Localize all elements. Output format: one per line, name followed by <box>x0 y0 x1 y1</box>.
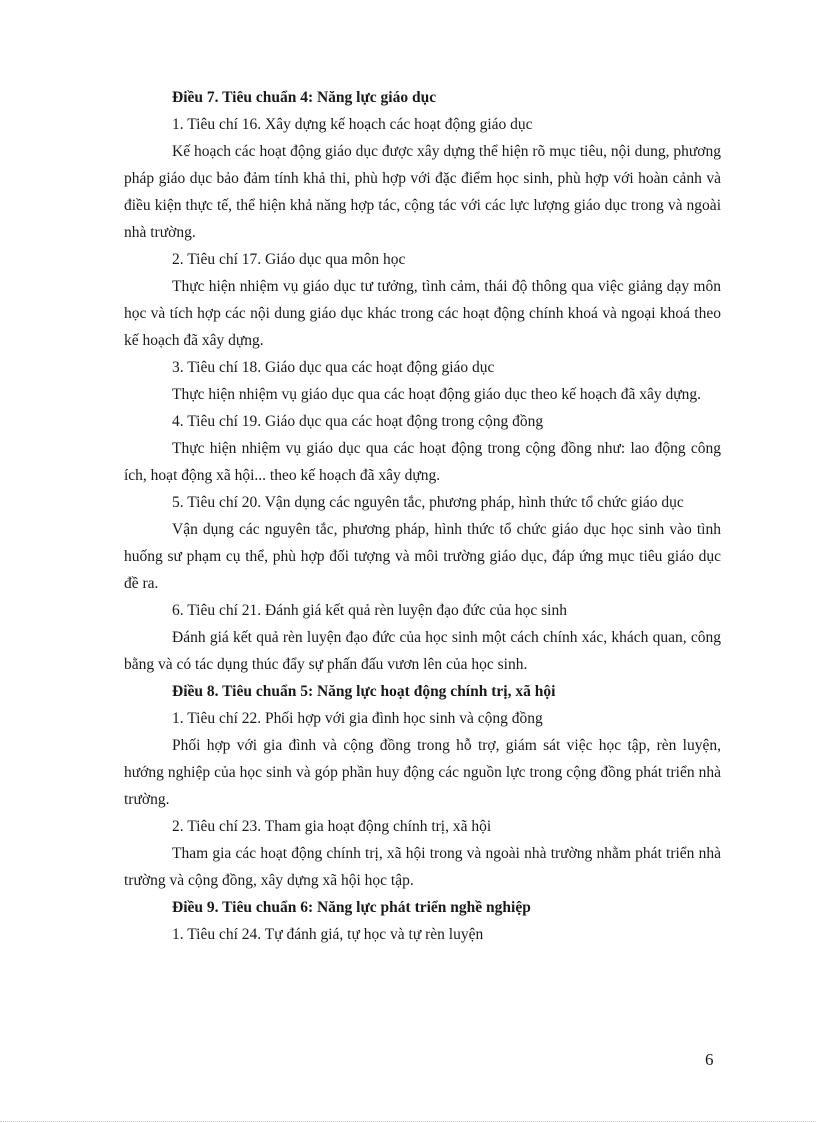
criterion-title: 1. Tiêu chí 24. Tự đánh giá, tự học và tự rèn luyện <box>172 926 484 943</box>
section-heading: Điều 8. Tiêu chuẩn 5: Năng lực hoạt động chính trị, xã hội <box>172 683 556 700</box>
criterion-title: 2. Tiêu chí 17. Giáo dục qua môn học <box>172 251 406 268</box>
criterion-title: 5. Tiêu chí 20. Vận dụng các nguyên tắc, phương pháp, hình thức tổ chức giáo dục <box>172 494 684 511</box>
criterion-title: 1. Tiêu chí 22. Phối hợp với gia đình học sinh và cộng đồng <box>172 710 543 727</box>
body-paragraph: Thực hiện nhiệm vụ giáo dục qua các hoạt động trong cộng đồng như: lao động công ích, hoạt động xã hội... theo kế hoạch đã xây dựng. <box>124 440 721 484</box>
body-paragraph: Thực hiện nhiệm vụ giáo dục qua các hoạt động giáo dục theo kế hoạch đã xây dựng. <box>172 386 701 403</box>
page-bottom-divider <box>0 1121 816 1122</box>
section-heading: Điều 7. Tiêu chuẩn 4: Năng lực giáo dục <box>172 89 437 106</box>
criterion-title: 3. Tiêu chí 18. Giáo dục qua các hoạt động giáo dục <box>172 359 495 376</box>
body-paragraph: Tham gia các hoạt động chính trị, xã hội trong và ngoài nhà trường nhằm phát triển nhà trường và cộng đồng, xây dựng xã hội học tập. <box>124 845 721 889</box>
section-heading: Điều 9. Tiêu chuẩn 6: Năng lực phát triển nghề nghiệp <box>172 899 531 916</box>
body-paragraph: Kế hoạch các hoạt động giáo dục được xây dựng thể hiện rõ mục tiêu, nội dung, phương pháp giáo dục bảo đảm tính khả thi, phù hợp với đặc điểm học sinh, phù hợp với hoàn cảnh và điều kiện thực tế, thể hiện khả năng hợp tác, cộng tác với các lực lượng giáo dục trong và ngoài nhà trường. <box>124 143 721 241</box>
page-content <box>124 84 721 948</box>
body-paragraph: Đánh giá kết quả rèn luyện đạo đức của học sinh một cách chính xác, khách quan, công bằng và có tác dụng thúc đẩy sự phấn đấu vươn lên của học sinh. <box>124 629 721 673</box>
criterion-title: 2. Tiêu chí 23. Tham gia hoạt động chính trị, xã hội <box>172 818 492 835</box>
criterion-title: 1. Tiêu chí 16. Xây dựng kế hoạch các hoạt động giáo dục <box>172 116 533 133</box>
body-paragraph: Thực hiện nhiệm vụ giáo dục tư tưởng, tình cảm, thái độ thông qua việc giảng dạy môn học và tích hợp các nội dung giáo dục khác trong các hoạt động chính khoá và ngoại khoá theo kế hoạch đã xây dựng. <box>124 278 721 349</box>
criterion-title: 4. Tiêu chí 19. Giáo dục qua các hoạt động trong cộng đồng <box>172 413 544 430</box>
criterion-title: 6. Tiêu chí 21. Đánh giá kết quả rèn luyện đạo đức của học sinh <box>172 602 567 619</box>
body-paragraph: Vận dụng các nguyên tắc, phương pháp, hình thức tổ chức giáo dục học sinh vào tình huống sư phạm cụ thể, phù hợp đối tượng và môi trường giáo dục, đáp ứng mục tiêu giáo dục đề ra. <box>124 521 721 592</box>
body-paragraph: Phối hợp với gia đình và cộng đồng trong hỗ trợ, giám sát việc học tập, rèn luyện, hướng nghiệp của học sinh và góp phần huy động các nguồn lực trong cộng đồng phát triển nhà trường. <box>124 737 721 808</box>
page-number: 6 <box>705 1050 714 1069</box>
